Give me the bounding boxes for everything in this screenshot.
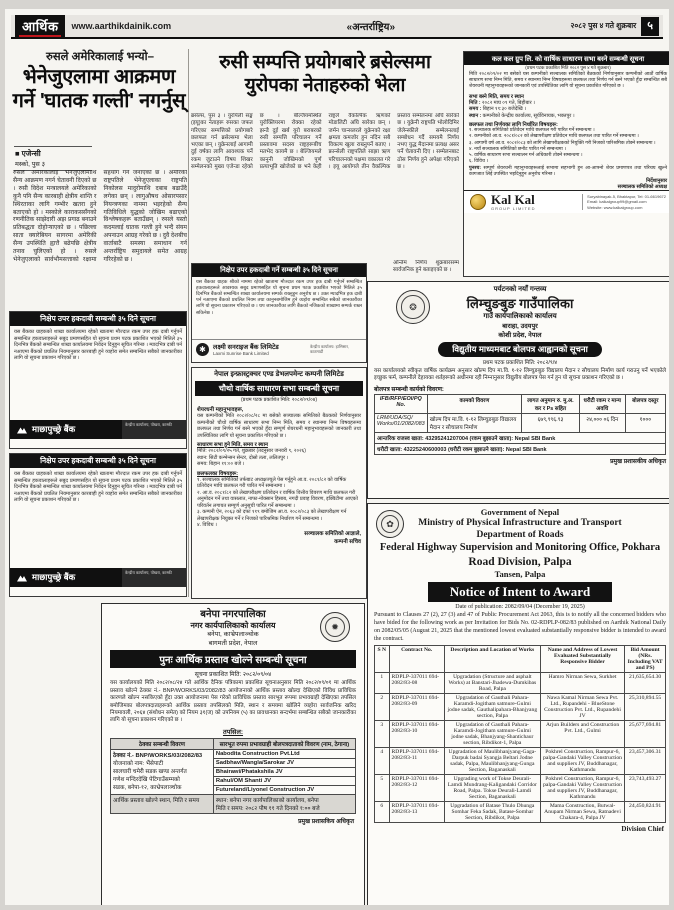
banepa-open-details — [213, 794, 355, 813]
masthead-date: २०८२ पुस ४ गते शुक्रबार — [570, 21, 637, 30]
dor-table — [374, 645, 666, 823]
banepa-notice — [101, 603, 365, 910]
kalkal-miti-label: मिति : — [469, 99, 481, 106]
dor-contract: RDPLP-337011 694-2082/83-12 — [389, 775, 444, 802]
limchung-cell-bond: २४,००० ०६ दिन — [579, 413, 625, 432]
dor-dept: Department of Roads — [476, 529, 564, 540]
dor-sn: 1 — [375, 673, 390, 694]
dor-sn: 6 — [375, 802, 390, 823]
mountain-icon — [16, 573, 28, 583]
laxmi-brand-strip — [192, 339, 366, 358]
nidc-sign1: सञ्चालक समितिको आज्ञाले, — [304, 530, 361, 537]
banepa-open-venue: स्थान: बनेपा नगर कार्यपालिकाको कार्यालय, बनेपा — [215, 797, 319, 804]
venezuela-col1: रुसले अमेरिकालाई भेनेजुएलामाथि सैन्य आक्रमण नगर्न चेतावनी दिएको छ । रुसी विदेश मन्त्रालयले अमेरिकाको कुनै पनि सैन्य कारबाही क्षेत्रीय शान्ति र स्थिरताका लागि गम्भीर खतरा हुने बताएको हो । मस्कोले काराकससँगको रणनीतिक साझेदारी अझ प्रगाढ बनाउने प्रतिबद्धता दोहोऱ्याएको छ । पछिल्ला साता क्यारेबियन सागरमा अमेरिकी सैन्य उपस्थिति ह्वात्तै बढेपछि क्षेत्रीय तनाव चुलिएको हो । रुसले भेनेजुएलाको सार्वभौमसत्ताको रक्षामा सहयोग गर्ने जनाएको छ । — [13, 170, 166, 263]
mountain-icon — [16, 425, 28, 435]
laxmi-brand-en: Laxmi Sunrise Bank Limited — [213, 351, 269, 356]
kalkal-miti: २०८२ माघ ०९ गते, बिहीबार । — [481, 99, 535, 106]
limchung-office: गाउँ कार्यपालिकाको कार्यालय — [483, 313, 557, 320]
kalkal-brand-strip — [464, 190, 672, 213]
nidc-pub: (प्रथम पटक प्रकाशित मिति: २०८२/०९/०४) — [240, 397, 318, 403]
banepa-name: बनेपा नगरपालिका — [200, 609, 266, 620]
limchung-account-2: धरौटी खाता: 43225240600003 (धरौटी रकम बुझाउने खाता): Nepal SBI Bank — [375, 443, 666, 454]
limchung-notice — [367, 281, 673, 499]
kalkal-contact-2: Email: kalkalgroup99@gmail.com — [587, 199, 647, 205]
nidc-agenda-item: ३. कम्पनी ऐन, २०६३ को दफा ११९ बमोजिम आ.व. २०८२/०८३ को लेखापरीक्षण गर्न लेखापरीक्षक नियुक्त गर्ने र निजको पारिश्रमिक निर्धारण गर्ने सम्बन्धमा । — [197, 509, 347, 522]
dor-row — [375, 775, 666, 802]
kalkal-brand: Kal Kal — [491, 192, 535, 208]
dor-bidder: Nawa Kamal Nirman Sewa Pvt. Ltd., Rupandehi - BlueStone Construction Pvt. Ltd., Rupandehi JV — [540, 694, 624, 721]
venezuela-headline: भेनेजुएलामा आक्रमण गर्ने 'घातक गल्ती' नगर्नुस् — [12, 66, 186, 113]
dor-contract: RDPLP-337011 694-2082/83-10 — [389, 721, 444, 748]
dor-desc: Upgradation (Structure and asphalt Works) at Banstari-Jhadewa-Dumkibas Road, Palpa — [444, 673, 540, 694]
limchung-th: कामको विवरण — [427, 394, 521, 413]
limchung-body: यस कार्यालयको स्वीकृत वार्षिक कार्यक्रम अनुसार खोल्म दिप मा.वि. १-१२ लिम्चुङबुङ विद्यालय मैदान र सौचालय निर्माण कार्य गराउनु पर्ने भएकोले इच्छुक फर्म, कम्पनीले देहायका शर्तहरूको अधीनमा रही निम्नानुसार विद्युतीय बोलपत्र पेस गर्न हुन यो सूचना प्रकाशन गरिएको छ । — [374, 368, 666, 382]
nidc-agenda-item: २. आ.व. २०८१/८२ को लेखापरीक्षण प्रतिवेदन र वार्षिक वित्तीय विवरण माथि छलफल गरी अनुमोदन गर्ने तथा वासलात, नाफा-नोक्सान हिसाब, नगदी प्रवाह विवरण, इक्विटीमा आएको परिवर्तन लगायत सम्पूर्ण अनुसूची पारित गर्ने सम्बन्धमा । — [197, 489, 358, 509]
dor-amount: 25,310,894.55 — [625, 694, 666, 721]
dor-bidder: Pokhrel Construction, Rampur-6, palpa-Gandaki Valley Construction and suppliers JV, Buddhanagar, Kathmandu — [540, 748, 624, 775]
dor-row — [375, 802, 666, 823]
dor-sn: 5 — [375, 775, 390, 802]
kalkal-samaya-label: समय : — [469, 106, 482, 113]
limchung-th: लागत अनुमान रु. मु.अ. कर र Ps सहित — [522, 394, 580, 413]
deposit-notice-1 — [9, 311, 187, 449]
brussels-col4: युक्रेनी राष्ट्रपति भोलोदिमिर जेलेन्स्कीले सम्मेलनलाई सम्बोधन गर्दै समयमै निर्णय नभए युद्ध मैदानमा प्रत्यक्ष असर पर्ने चेतावनी दिए । सम्मेलनबाट ठोस निर्णय हुने अपेक्षा गरिएको छ । — [397, 120, 459, 170]
dor-row — [375, 748, 666, 775]
limchung-cell-fee: १००० — [625, 413, 665, 432]
kalkal-sign1: निर्देशानुसार — [646, 178, 667, 185]
nidc-agenda-heading: छलफलका विषयहरू: — [197, 470, 239, 477]
kalkal-sthan: कम्पनीको केन्द्रीय कार्यालय, सूर्यविनायक, भक्तपुर । — [482, 112, 575, 119]
nidc-agenda-item: ४. विविध । — [197, 522, 217, 528]
nidc-sign2: कम्पनी सचिव — [334, 538, 361, 545]
banepa-pub: सूचना प्रकाशित मिति: २०८२/०९/०४ — [194, 672, 272, 679]
banepa-project-name: योजनाको नाम: भैंसेपाटी — [113, 760, 164, 767]
banepa-bidder: Sadbhav/Wangla/Sarokar JV — [213, 758, 355, 767]
dor-th: Description and Location of Works — [444, 646, 540, 673]
nidc-agenda-list — [197, 477, 361, 529]
dor-th: S N — [375, 646, 390, 673]
banepa-th-left: ठेक्का सम्बन्धी विवरण — [111, 738, 214, 749]
nidc-notice — [191, 367, 367, 599]
masthead-url: www.aarthikdainik.com — [71, 21, 172, 31]
venezuela-byline — [14, 146, 92, 171]
banepa-contract-no: ठेक्का नं.- BNP/WORKS/03/2082/83 — [113, 752, 203, 759]
limchung-cell-cost: ६७९,९९६.९३ — [522, 413, 580, 432]
kalkal-samaya: बिहान ११:३० बजेदेखि । — [482, 106, 527, 113]
dor-bidder: Pokhrel Construction, Rampur-6, palpa-Gandaki Valley Construction and suppliers JV, Buddhanagar, Kathmandu — [540, 775, 624, 802]
limchung-table — [374, 394, 666, 455]
limchung-th: धरौटी रकम र मान्य अवधि — [579, 394, 625, 413]
banepa-province: बागमती प्रदेश, नेपाल — [208, 639, 258, 647]
kalkal-agenda-item: ३. आगामी वर्ष आ.व. २०८२/०८३ को लागि लेखापरीक्षकको नियुक्ति गरी निजको पारिश्रमिक तोक्ने सम्बन्धमा । — [469, 140, 656, 146]
dor-office: Federal Highway Supervision and Monitoring Office, Pokhara — [379, 542, 661, 554]
dor-contract: RDPLP-337011 694-2082/83-08 — [389, 673, 444, 694]
dor-bidder: Mama Construction, Butwal-Anupam Nirman Sewa, Ratnadevi Chakara-4, Palpa JV — [540, 802, 624, 823]
dor-place: Tansen, Palpa — [494, 568, 546, 579]
banepa-project-line: सडक, बनेपा-१२, काभ्रेपलाञ्चोक — [113, 784, 182, 791]
dor-desc: Upgradation of Maulibhanjyang-Gaga-Darpuk badai Syangja Beltari Jodne sadak, Palpa, Maulibhanjyang-Gunga Section, Baganaskali — [444, 748, 540, 775]
kalkal-pub: (प्रथम पटक प्रकाशित मिति २०८२ पुस ४ गते शुक्रबार) — [525, 65, 611, 70]
nidc-miti: मिति: २०८२/०९/२५ गते, शुक्रबार (तदनुसार जनवरी ९, २०२६) — [197, 448, 306, 454]
dor-amount: 24,450,824.91 — [625, 802, 666, 823]
limchung-address: बाराहा, उदयपुर — [502, 323, 538, 330]
limchung-sign: प्रमुख प्रशासकीय अधिकृत — [610, 458, 666, 465]
kalkal-agenda-list — [469, 128, 667, 165]
bank-contact-1: केन्द्रीय कार्यालय, पोखरा, कास्की — [122, 420, 186, 439]
limchung-name: लिम्चुङबुङ गाउँपालिका — [466, 296, 574, 311]
dor-division: Road Division, Palpa — [468, 555, 572, 568]
masthead — [11, 15, 663, 39]
banepa-project-line: गणेश मन्दिरदेखि पेटिगाउँसम्मको — [113, 776, 180, 783]
dor-contract: RDPLP-337011 694-2082/83-13 — [389, 802, 444, 823]
dor-contract: RDPLP-337011 694-2082/83-09 — [389, 694, 444, 721]
kalkal-contact-1: Suryabinayak-5, Bhaktapur, Tel: 01-6619672 — [587, 193, 666, 199]
limchung-pub: प्रथम पटक प्रकाशित मिति: २०८२/९/४ — [482, 360, 558, 366]
dor-desc: Upgrading work of Tokse Deurali-Lamdi Mundrang-Kaligandaki Corridor Road, Palpa. Tokse Deurali-Lamdi Section, Baganaskali — [444, 775, 540, 802]
nidc-sthan: स्थान: सिटी कन्भेन्सन सेन्टर, दोस्रो तला, ललितपुर । — [197, 454, 289, 461]
kalkal-ps-label: पुनश्च: — [469, 165, 482, 171]
laxmi-brand-np: लक्ष्मी सनराइज बैंक लिमिटेड — [213, 344, 279, 351]
laxmi-contact: केन्द्रीय कार्यालय: हात्तिसार, काठमाडौं — [310, 343, 350, 354]
limchung-table-heading: बोलपत्र सम्बन्धी कार्यको विवरण: — [374, 386, 444, 393]
dor-sn: 3 — [375, 721, 390, 748]
brussels-headline: रुसी सम्पत्ति प्रयोगबारे ब्रसेल्समा युरोपका नेताहरुको भेला — [219, 52, 431, 97]
dor-desc: Upgradation of Batase Thulo Dhunga Somhar Feka Sadak, Batase-Somhar Section, Ribdikot, Palpa — [444, 802, 540, 823]
dor-th: Bid Amount (NRs. Including VAT and PS) — [625, 646, 666, 673]
dor-gov: Government of Nepal — [480, 507, 560, 517]
banepa-seal-icon: ✹ — [320, 612, 350, 642]
kalkal-agenda-heading: छलफल तथा निर्णयका लागि निर्धारित विषयहरू: — [469, 122, 558, 129]
dor-amount: 23,457,306.31 — [625, 748, 666, 775]
dor-desc: Upgradation of Gauthali Pahara-Karamdi-Jogitham satmure-Gulmi jodne sadak, Gauthalipahara-Bhanjyang section, Palpa — [444, 694, 540, 721]
dor-ministry: Ministry of Physical Infrastructure and Transport — [418, 517, 622, 528]
dor-contract: RDPLP-337011 694-2082/83-11 — [389, 748, 444, 775]
kalkal-agenda-item: ४. नयाँ सञ्चालक समितिको छनौट पारित गर्ने सम्बन्धमा । — [469, 146, 566, 152]
kalkal-agenda-item: ५. वार्षिक साधारण सभा सञ्चालन गर्न अधिकारी तोक्ने सम्बन्धमा । — [469, 153, 583, 159]
nidc-name: नेपाल इन्फ्रास्ट्रक्चर एण्ड डेभलपमेन्ट कम्पनी लिमिटेड — [214, 371, 344, 378]
kalkal-when-heading: सभा बस्ने मिति, समय र स्थान — [469, 93, 524, 100]
dor-row — [375, 694, 666, 721]
banepa-sign: प्रमुख प्रशासकिय अधिकृत — [298, 818, 354, 825]
kalkal-sign2: सञ्चालक समितिको अध्यक्ष — [617, 184, 667, 191]
bank-brand-1: माछापुच्छ्रे बैंक — [32, 424, 76, 434]
banepa-open-label: आर्थिक प्रस्ताव खोल्ने स्थान, मिति र समय — [111, 794, 214, 813]
laxmi-logo-icon: ✱ — [196, 343, 209, 356]
dor-pub-date: Date of publication: 2082/09/04 (December 19, 2025) — [455, 603, 585, 610]
nidc-salutation: शेयरधनी महानुभावहरू, — [197, 407, 244, 413]
limchung-title: विद्युतीय माध्यमबाट बोलपत्र आह्वानको सूचना — [438, 342, 602, 357]
dor-row — [375, 673, 666, 694]
kalkal-notice — [463, 51, 673, 277]
banepa-bidder: Nabodita Construction Pvt.Ltd — [213, 749, 355, 758]
page-number-badge: ५ — [641, 17, 659, 36]
kalkal-ps: सम्पूर्ण शेयरधनी महानुभावहरूलाई सभामा सहभागी हुन आ-आफ्नो शेयर प्रमाणपत्र तथा परिचय खुल्ने कागजात लिई उपस्थित भइदिनुहुन अनुरोध गरिन्छ । — [469, 165, 667, 177]
limchung-cell-no: LRM/UDA/SQ/ Works/01/2082/083 — [375, 413, 428, 432]
banepa-contract-cell — [111, 749, 214, 794]
dor-amount: 21,635,654.30 — [625, 673, 666, 694]
dor-bidder: Hamro Nirman Sewa, Surkhet — [540, 673, 624, 694]
banepa-project-line: सालघारी चमेरी सडक खण्ड अन्तर्गत — [113, 768, 187, 775]
banepa-open-time: मिति र समय: २०८२ पौष ११ गते दिनको १:०० बजे — [215, 805, 320, 812]
dor-th: Contract No. — [389, 646, 444, 673]
bank-contact-2: केन्द्रीय कार्यालय, पोखरा, कास्की — [122, 568, 186, 587]
deposit-notice-1-body: यस बैंकका ग्राहकको शाखा कार्यालयमा रहेको खातामा मौज्दात रकम उपर हक दाबी गर्नुपर्ने सम्बन्धित हकवालाहरूले सबुद प्रमाणसहित यो सूचना प्रथम पटक प्रकाशित भएको मितिले ३५ दिनभित्र बैंकको सम्बन्धित शाखा कार्यालयमा निवेदन दिनुहुन सूचित गरिन्छ । म्यादभित्र दाबी पर्न नआएमा बैंकको प्रचलित नियमानुसार कारबाही हुने व्यहोरा समेत सम्बन्धित सबैको जानकारीका लागि यो सूचना प्रकाशन गरिएको छ । — [14, 329, 182, 361]
banepa-row — [111, 749, 356, 758]
dor-notice — [367, 503, 673, 910]
limchung-province: कोशी प्रदेश, नेपाल — [498, 332, 542, 339]
kalkal-agenda-item: १. सञ्चालक समितिको प्रतिवेदन माथि छलफल गरी पारित गर्ने सम्बन्धमा । — [469, 128, 595, 134]
nidc-body: यस कम्पनीको मिति २०८२/०८/२८ मा बसेको सञ्चालक समितिको बैठकको निर्णयानुसार कम्पनीको चौथो वार्षिक साधारण सभा निम्न मिति, समय र स्थानमा निम्न विषयहरूमा छलफल तथा निर्णय गर्न बस्ने भएको हुँदा सम्पूर्ण शेयरधनी महानुभावहरूको जानकारी तथा उपस्थितिका लागि यो सूचना प्रकाशित गरिएको छ । — [197, 413, 361, 439]
nidc-agenda-item: १. सञ्चालक समितिको तर्फबाट अध्यक्षज्यूले पेस गर्नुहुने आ.व. २०८१/८२ को वार्षिक प्रतिवेदन माथि छलफल गरी पारित गर्ने सम्बन्धमा । — [197, 476, 347, 489]
venezuela-body — [13, 170, 187, 308]
column-divider — [188, 49, 189, 597]
brussels-body — [191, 113, 459, 259]
kalkal-brand-sub: GROUP LIMITED — [491, 206, 536, 212]
banepa-row — [111, 794, 356, 813]
municipality-seal-icon: ❂ — [396, 290, 430, 324]
bank-strip-2 — [10, 568, 186, 587]
deposit-notice-2-body: यस बैंकका ग्राहकको शाखा कार्यालयमा रहेको खातामा मौज्दात रकम उपर हक दाबी गर्नुपर्ने सम्बन्धित हकवालाहरूले सबुद प्रमाणसहित यो सूचना प्रथम पटक प्रकाशित भएको मितिले ३५ दिनभित्र बैंकको सम्बन्धित शाखा कार्यालयमा निवेदन दिनुहुन सूचित गरिन्छ । म्यादभित्र दाबी पर्न नआएमा बैंकको प्रचलित नियमानुसार कारबाही हुने व्यहोरा समेत सम्बन्धित सबैको जानकारीका लागि यो सूचना प्रकाशन गरिएको छ । — [14, 471, 182, 503]
kalkal-sthan-label: स्थान : — [469, 112, 482, 119]
brussels-col1: ब्रसेल्स, पुस ३ । युरोपेली सङ्घ (इयू)का नेताहरू रुसका जफत गरिएका सम्पत्तिको प्रयोगबारे छलफल गर्न ब्रसेल्समा भेला भएका छन् । युक्रेनलाई आगामी दुई वर्षका लागि आवश्यक पर्ने रकम जुटाउने विषय शिखर सम्मेलनको मुख्य एजेन्डा रहेको छ । — [191, 113, 280, 170]
bank-brand-2: माछापुच्छ्रे बैंक — [32, 572, 76, 582]
dor-bidder: Arjun Builders and Construction Pvt. Ltd., Gulmi — [540, 721, 624, 748]
banepa-table — [110, 738, 356, 814]
dor-intro: Pursuant to Clauses 27 (2), 27 (3) and 47 of Public Procurement Act 2063, this is to notify all the concerned bidders who have bided for the following work as per Invitation for Bids No. 02-RDPLP-082/83 published on Aarthik National Daily on 2082/05/05 (August 21, 2025 that the mentioned lowest evaluated substantially responsive bidder is intended to award the contract. — [374, 612, 666, 642]
banepa-body: यस कार्यालयको मिति २०८२/०८/२४ गते आर्थिक दैनिक पत्रिकामा प्रकाशित सूचनाअनुसार मिति २०८२/०९/०१ मा आर्थिक प्रस्ताव खोल्ने ठेक्का नं.- BNP/WORKS/03/2082/83 आयोजनाको आर्थिक प्रस्ताव खोल्दा देखिएको विविध प्राविधिक कारणले खोल्न नसकिएको हुँदा उक्त आयोजनामा पेस गरेको प्राविधिक प्रस्ताव सारभूत रूपमा प्रभावग्राही देखिएका तपसिल बमोजिमका बोलपत्रदाताहरूको आर्थिक प्रस्ताव तपसिलको मिति, स्थान र समयमा खोलिने व्यहोरा सार्वजनिक खरिद नियमावली, २०६४ (संशोधन समेत) को नियम ३१(ज) को उपनियम (५) का प्रावधानका सन्दर्भमा सम्बन्धित सबैको जानकारीका लागि यो सूचना प्रकाशन गरिएको छ । — [110, 680, 356, 724]
dor-amount: 23,743,493.27 — [625, 775, 666, 802]
limchung-cell-work: खोल्म दिप मा.वि. १-१२ लिम्चुङबुङ विद्यालय मैदान र सौचालय निर्माण — [427, 413, 521, 432]
dor-th: Name and Address of Lowest Evaluated Substantially Responsive Bidder — [540, 646, 624, 673]
limchung-account-1: आन्तरिक राजस्व खाता: 43295241207004 (रकम बुझाउने खाता): Nepal SBI Bank — [375, 432, 666, 443]
deposit-notice-2-title: निक्षेप उपर हकदाबी सम्बन्धी ३५ दिने सूचना — [10, 454, 186, 468]
limchung-th: IFB/RFP/EOI/PQ No. — [375, 394, 428, 413]
brussels-col2: बेल्जियमस्थित युरोक्लियरमा रोक्का रहेको झन्डै दुई खर्ब युरो बराबरको रुसी सम्पत्ति परिचालन गर्ने प्रस्तावमा सदस्य राष्ट्रहरूबीच मतभेद कायमै छ । बेल्जियमले कानुनी जोखिमको पूर्ण प्रत्याभूति खोजेको छ भने केही राष्ट्रले वैकल्पिक ऋणको मोडालिटी अघि सारेका छन् । — [259, 113, 391, 170]
kalkal-agenda-item: २. कम्पनीको आ.व. २०८१/०८२ को लेखापरीक्षण प्रतिवेदन माथि छलफल तथा पारित गर्ने सम्बन्धमा । — [469, 134, 639, 140]
brussels-col3: जर्मन चान्सलरले युक्रेनको रक्षा क्षमता कमजोर हुन नदिन सबै विकल्प खुला राख्नुपर्ने बताए । फ्रान्सेली राष्ट्रपतिले साझा ऋण परिचालनको पक्षमा वकालत गरे । इयू आयोगले तीन वैकल्पिक प्रस्ताव सम्मेलनमा अघि सारेको छ । — [328, 113, 459, 170]
nepal-emblem-icon: ✿ — [376, 510, 404, 538]
banepa-office: नगर कार्यपालिकाको कार्यालय — [190, 621, 276, 630]
venezuela-kicker: रुसले अमेरिकालाई भन्यो– — [46, 51, 154, 63]
nidc-when-heading: साधारण सभा हुने मिति, समय र स्थान — [197, 442, 268, 448]
brussels-col4-cont: अन्तिम निर्णय शुक्रबारसम्म सार्वजनिक हुने बताइएको छ । — [393, 260, 459, 274]
nidc-title: चौथो वार्षिक साधारण सभा सम्बन्धी सूचना — [195, 381, 363, 396]
section-label: «अन्तर्राष्ट्रिय» — [346, 22, 396, 33]
laxmi-notice — [191, 263, 367, 363]
dor-row — [375, 721, 666, 748]
banepa-bidder: Futureland/Liyonel Construction JV — [213, 785, 355, 794]
dor-desc: Upgradation of Gauthali Pahara-Karamdi-Jogitham satmure-Gulmi jodne sadak, Bhanjyang-Shantichaur section, Ribdikot-1, Palpa — [444, 721, 540, 748]
kalkal-logo-icon — [470, 194, 486, 210]
dor-amount: 25,677,694.81 — [625, 721, 666, 748]
kalkal-title: कल कल ग्रुप लि. को वार्षिक साधारण सभा बस्ने सम्बन्धी सूचना — [464, 52, 672, 65]
deposit-notice-1-title: निक्षेप उपर हकदाबी सम्बन्धी ३५ दिने सूचना — [10, 312, 186, 326]
dor-title: Notice of Intent to Award — [428, 582, 613, 602]
dor-sn: 4 — [375, 748, 390, 775]
dor-sn: 2 — [375, 694, 390, 721]
banepa-th-right: सारभूत रुपमा प्रभावग्राही बोलपत्रदाताको विवरण (नाम, ठेगाना) — [213, 738, 355, 749]
laxmi-notice-title: निक्षेप उपर हकदाबी गर्ने सम्बन्धी ३५ दिने सूचना — [192, 264, 366, 277]
limchung-tagline: पर्यटनको नयाँ गन्तव्य — [493, 286, 547, 293]
banepa-bidder: Bhairawi/Phatakshila JV — [213, 767, 355, 776]
bank-strip-1 — [10, 420, 186, 439]
byline-dateline: मस्को, पुस ३ — [15, 161, 45, 168]
kalkal-contact-3: Website: www.kalkalgroup.com — [587, 204, 643, 210]
banepa-title: पुनः आर्थिक प्रस्ताव खोल्ने सम्बन्धी सूचना — [110, 650, 356, 668]
dor-sign: Division Chief — [621, 825, 664, 834]
banepa-bidder: Rahul/OM Shanti JV — [213, 776, 355, 785]
kalkal-intro: मिति २०८२/०९/०२ मा बसेको यस कम्पनीको सञ्चालक समितिको बैठकको निर्णयानुसार कम्पनीको आठौं वार्षिक साधारण सभा निम्न मिति, समय र स्थानमा निम्न विषयहरूमा छलफल तथा निर्णय गर्न बस्ने भएको हुँदा सम्बन्धित सबै शेयरधनी महानुभावहरूको जानकारी एवं उपस्थितिका लागि यो सूचना प्रकाशित गरिएको छ । — [469, 72, 667, 90]
limchung-th: बोलपत्र दस्तुर — [625, 394, 665, 413]
venezuela-col2: अमेरिकी राष्ट्रपतिले भेनेजुएलाका राष्ट्रपति निकोलस मादुरोमाथि दबाब बढाउँदै लगेका छन् । लागुऔषध ओसारपसार नियन्त्रणका नाममा भइरहेको सैन्य गतिविधिले युद्धको जोखिम बढाएको विश्लेषकहरू बताउँछन् । रुसले यस्तो कदमलाई घातक गल्ती हुने भन्दै संयम अपनाउन आग्रह गरेको छ । दुवै देशबीच वार्ताबाटै समस्या समाधान गर्न अन्तर्राष्ट्रिय समुदायले समेत आग्रह गरिरहेको छ । — [103, 170, 187, 263]
paper-logo: आर्थिक — [15, 15, 65, 38]
byline-agency: ■ एजेन्सी — [15, 149, 41, 158]
banepa-address: बनेपा, काभ्रेपलाञ्चोक — [207, 631, 259, 639]
deposit-notice-2 — [9, 453, 187, 597]
laxmi-notice-body: यस बैंकका ग्राहक श्रीको नाममा रहेको खातामा मौज्दात रकम उपर हक दाबी गर्नुपर्ने सम्बन्धित हकवालाहरूले आवश्यक सबुद प्रमाणसहित यो सूचना प्रथम पटक प्रकाशित भएको मितिले ३५ दिनभित्र बैंकको सम्बन्धित शाखा कार्यालयमा सम्पर्क राख्नुहुन अनुरोध छ । उक्त म्यादभित्र हक दाबी पर्न नआएमा बैंकको प्रचलित नियम तथा कानुनबमोजिम हुने व्यहोरा सम्बन्धित सबैको जानकारीका लागि यो सूचना प्रकाशन गरिएको छ । थप जानकारीका लागि बैंकको नजिकको शाखामा सम्पर्क राख्न सकिनेछ । — [196, 279, 362, 315]
kalkal-agenda-item: ६. विविध । — [469, 159, 489, 165]
nidc-samaya: समय: बिहान ११:०० बजे । — [197, 461, 245, 467]
banepa-tapasil: तपसिल: — [222, 728, 244, 736]
